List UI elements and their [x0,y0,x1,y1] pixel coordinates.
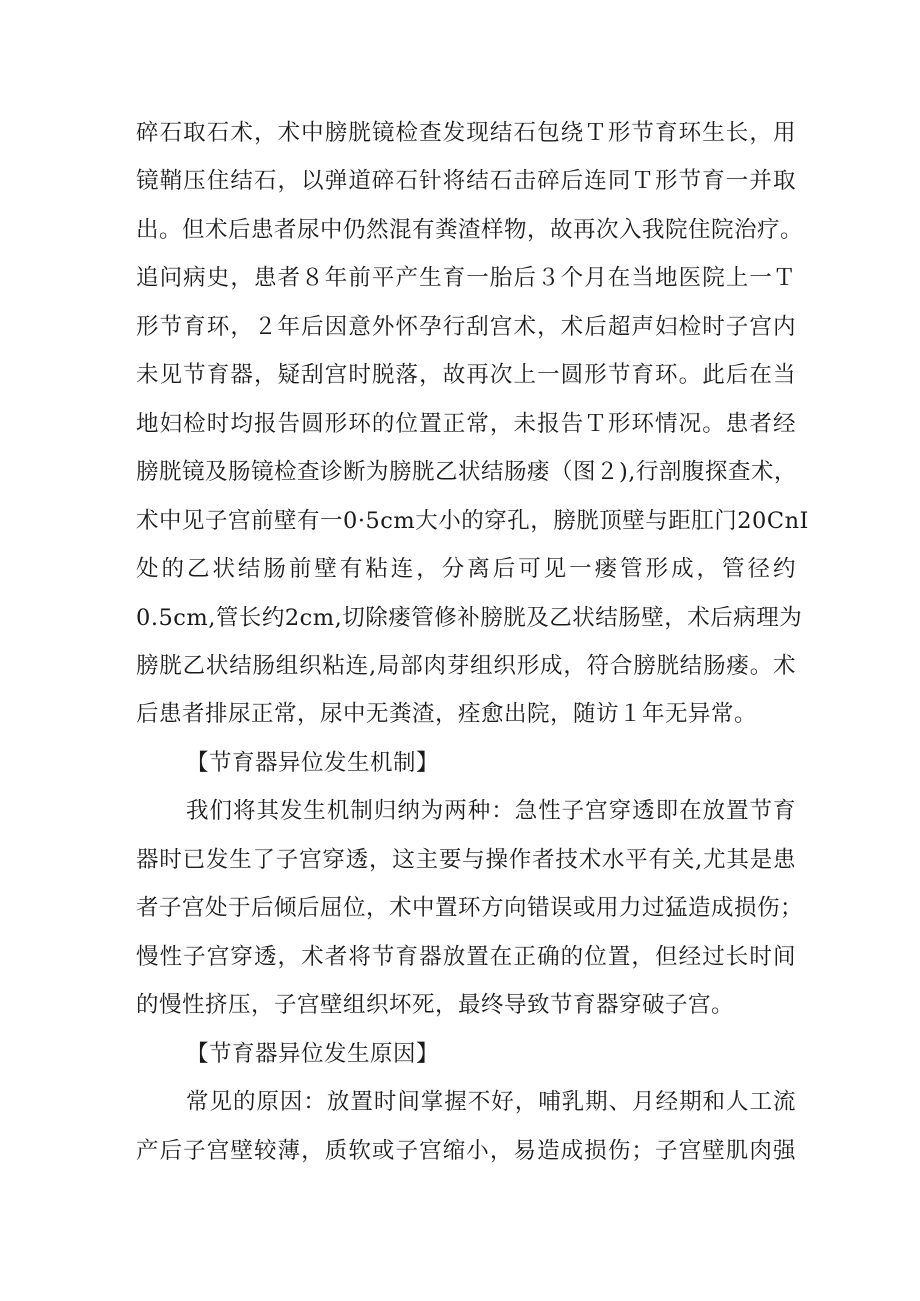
text-line: 处的乙状结肠前壁有粘连，分离后可见一瘘管形成，管径约 [136,556,796,582]
text-line: 未见节育器，疑刮宫时脱落，故再次上一圆形节育环。此后在当 [136,362,796,388]
text-line: 术中见子宫前壁有一0·5cm大小的穿孔，膀胱顶壁与距肛门20CnI [136,508,809,534]
text-line: 碎石取石术，术中膀胱镜检查发现结石包绕Ｔ形节育环生长，用 [136,120,796,146]
text-line: 镜鞘压住结石，以弹道碎石针将结石击碎后连同Ｔ形节育一并取 [136,168,796,194]
text-line: 出。但术后患者尿中仍然混有粪渣样物，故再次入我院住院治疗。 [136,217,804,243]
text-line: 追问病史，患者８年前平产生育一胎后３个月在当地医院上一Ｔ [136,265,796,291]
text-line: 后患者排尿正常，尿中无粪渣，痊愈出院，随访１年无异常。 [136,701,758,727]
text-line: 常见的原因：放置时间掌握不好，哺乳期、月经期和人工流 [186,1089,796,1115]
text-line: 形节育环，２年后因意外怀孕行刮宫术，术后超声妇检时子宫内 [136,314,796,340]
text-line: 的慢性挤压，子宫壁组织坏死，最终导致节育器穿破子宫。 [136,992,735,1018]
section-heading-mechanism: 【节育器异位发生机制】 [186,750,440,776]
text-line: 膀胱镜及肠镜检查诊断为膀胱乙状结肠瘘（图２),行剖腹探查术， [136,459,797,485]
text-line: 慢性子宫穿透，术者将节育器放置在正确的位置，但经过长时间 [136,944,796,970]
text-line: 膀胱乙状结肠组织粘连,局部肉芽组织形成，符合膀胱结肠瘘。术 [136,653,796,679]
text-line: 0.5cm,管长约2cm,切除瘘管修补膀胱及乙状结肠壁，术后病理为 [136,605,803,631]
section-heading-causes: 【节育器异位发生原因】 [186,1041,440,1067]
text-line: 者子宫处于后倾后屈位，术中置环方向错误或用力过猛造成损伤； [136,895,804,921]
text-line: 器时已发生了子宫穿透，这主要与操作者技术水平有关,尤其是患 [136,847,796,873]
text-line: 地妇检时均报告圆形环的位置正常，未报告Ｔ形环情况。患者经 [136,411,796,437]
text-line: 我们将其发生机制归纳为两种：急性子宫穿透即在放置节育 [186,798,796,824]
text-line: 产后子宫壁较薄，质软或子宫缩小，易造成损伤；子宫壁肌肉强 [136,1138,796,1164]
